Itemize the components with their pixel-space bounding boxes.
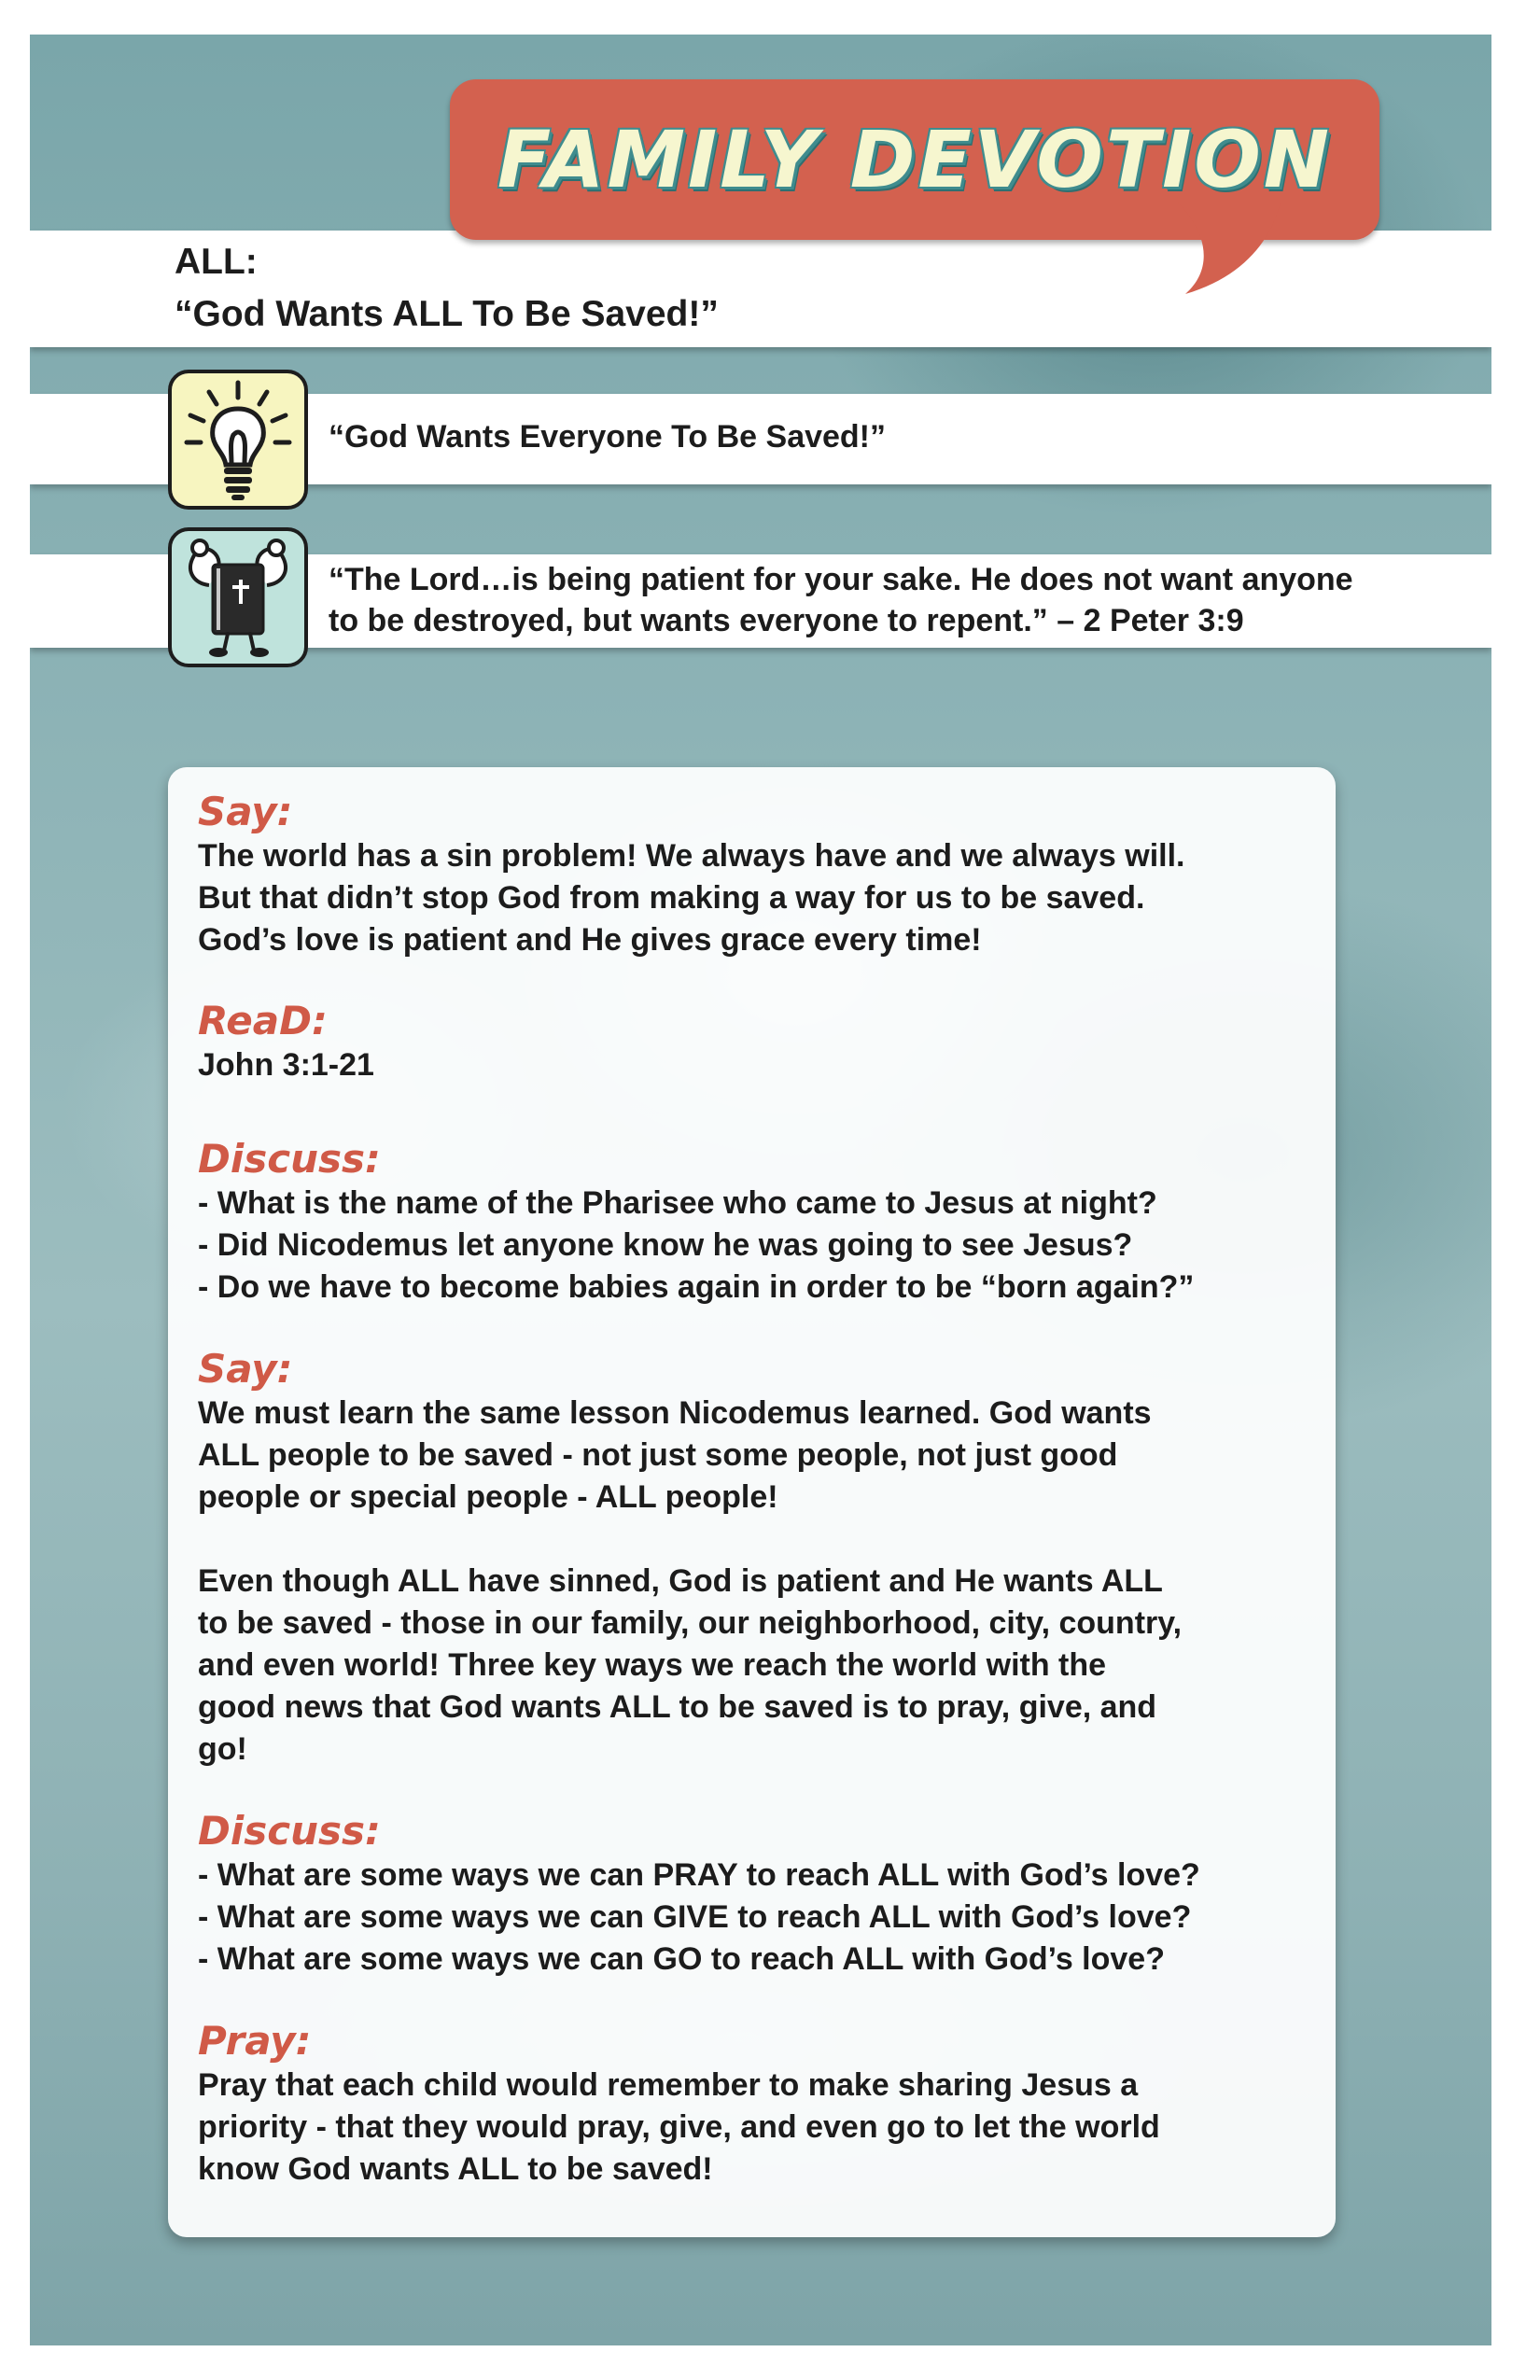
lightbulb-icon (172, 373, 304, 506)
strong-bible-icon (172, 531, 304, 664)
section-heading: ReaD: (198, 998, 328, 1043)
paragraph-line: know God wants ALL to be saved! (198, 2151, 713, 2187)
paragraph-line: go! (198, 1731, 247, 1767)
discussion-question: - What are some ways we can GO to reach ALL with God’s love? (198, 1941, 1165, 1977)
section-discuss-2 (198, 1808, 1309, 1981)
paragraph-line: Even though ALL have sinned, God is patient and He wants ALL (198, 1563, 1163, 1599)
poster-background (30, 35, 1491, 2345)
memory-verse-box (168, 527, 308, 667)
banner-title: FAMILY DEVOTION (497, 114, 1333, 205)
discussion-question: - Did Nicodemus let anyone know he was going to see Jesus? (198, 1227, 1133, 1263)
paragraph-line: We must learn the same lesson Nicodemus learned. God wants (198, 1395, 1152, 1431)
paragraph-line: God’s love is patient and He gives grace every time! (198, 922, 982, 958)
section-say-2 (198, 1346, 1309, 1771)
big-idea-text: “God Wants Everyone To Be Saved!” (329, 419, 887, 455)
scripture-reference: John 3:1-21 (198, 1047, 374, 1083)
paragraph-line: But that didn’t stop God from making a way for us to be saved. (198, 880, 1145, 916)
section-read (198, 998, 1309, 1086)
memory-verse-line: to be destroyed, but wants everyone to repent.” – 2 Peter 3:9 (329, 603, 1244, 638)
paragraph-line: to be saved - those in our family, our neighborhood, city, country, (198, 1605, 1183, 1641)
discussion-question: - What are some ways we can GIVE to reach ALL with God’s love? (198, 1899, 1192, 1935)
discussion-question: - What are some ways we can PRAY to reach ALL with God’s love? (198, 1857, 1200, 1893)
paragraph-line: ALL people to be saved - not just some people, not just good (198, 1437, 1118, 1473)
discussion-question: - Do we have to become babies again in order to be “born again?” (198, 1269, 1195, 1305)
paragraph-line: priority - that they would pray, give, and even go to let the world (198, 2109, 1160, 2145)
memory-verse-line: “The Lord…is being patient for your sake. He does not want anyone (329, 562, 1353, 597)
section-heading: Discuss: (198, 1808, 381, 1854)
memory-verse-text (329, 559, 1486, 641)
series-label: ALL: (175, 242, 258, 282)
big-idea-box (168, 370, 308, 510)
section-heading: Say: (198, 1346, 293, 1392)
section-heading: Pray: (198, 2018, 312, 2064)
section-discuss-1 (198, 1136, 1309, 1309)
paragraph-line: good news that God wants ALL to be saved is to pray, give, and (198, 1689, 1157, 1725)
section-heading: Say: (198, 789, 293, 834)
paragraph-line: and even world! Three key ways we reach the world with the (198, 1647, 1107, 1683)
paragraph-line: The world has a sin problem! We always have and we always will. (198, 838, 1185, 874)
lesson-title: “God Wants ALL To Be Saved!” (175, 294, 719, 334)
section-pray (198, 2018, 1309, 2191)
paragraph-line: Pray that each child would remember to make sharing Jesus a (198, 2067, 1139, 2103)
section-say-1 (198, 789, 1309, 961)
section-heading: Discuss: (198, 1136, 381, 1182)
discussion-question: - What is the name of the Pharisee who came to Jesus at night? (198, 1185, 1157, 1221)
paragraph-line: people or special people - ALL people! (198, 1479, 778, 1515)
